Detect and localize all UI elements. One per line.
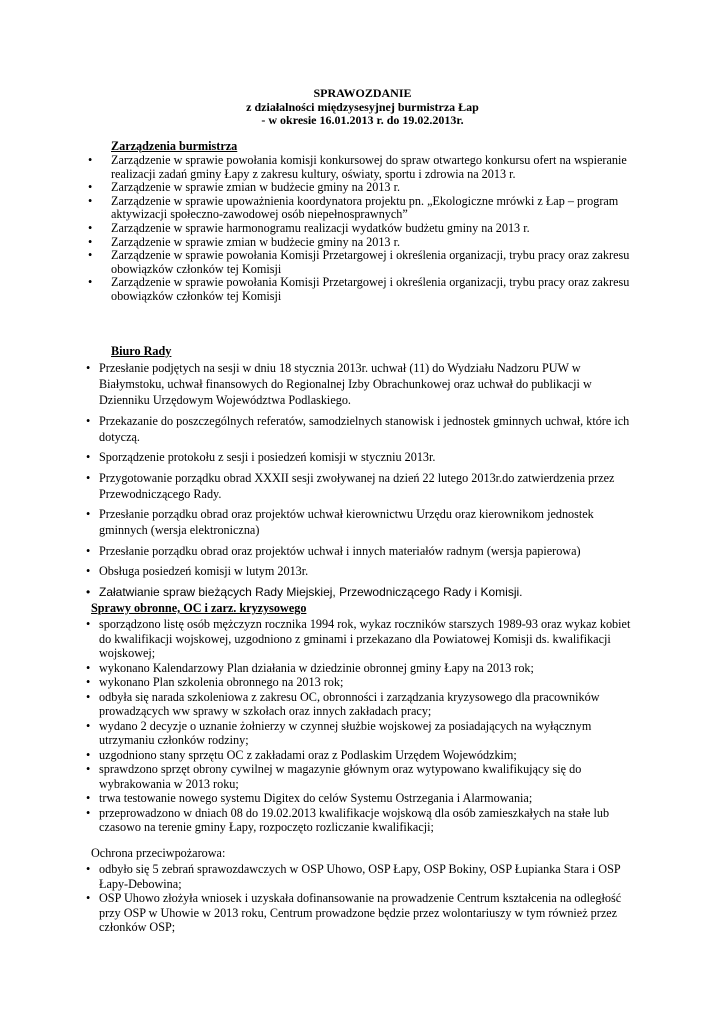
- list-item: • Sporządzenie protokołu z sesji i posiedzeń komisji w styczniu 2013r.: [86, 450, 436, 464]
- bullet-icon: •: [88, 153, 93, 167]
- list-item: • sprawdzono sprzęt obrony cywilnej w magazynie głównym oraz wytypowano kwalifikujący się do wybrakowania w 2013 roku;: [86, 762, 582, 791]
- section-title-ochrona-ppoz: Ochrona przeciwpożarowa:: [91, 846, 226, 860]
- document-period: - w okresie 16.01.2013 r. do 19.02.2013r.: [261, 113, 464, 127]
- list-item: • Przesłanie porządku obrad oraz projektów uchwał i innych materiałów radnym (wersja papierowa): [86, 543, 581, 558]
- section-list-biuro-rady: [86, 360, 644, 604]
- bullet-icon: •: [86, 507, 91, 521]
- bullet-icon: •: [86, 660, 91, 675]
- bullet-icon: •: [88, 275, 93, 290]
- section-title-biuro-rady: Biuro Rady: [111, 344, 172, 358]
- bullet-icon: •: [86, 891, 91, 905]
- list-item: • Przekazanie do poszczególnych referatów, samodzielnych stanowisk i jednostek gminnych uchwał, które ich dotyczą.: [86, 413, 630, 444]
- list-item: • Załatwianie spraw bieżących Rady Miejskiej, Przewodniczącego Rady i Komisji.: [86, 584, 523, 599]
- list-item: • sporządzono listę osób mężczyzn rocznika 1994 rok, wykaz roczników starszych 1989-93 oraz wykaz kobiet do kwalifikacji wojskowej, uzgodniono z gminami i przekazano dla Powiatowej Komisji ds. kwalifikacji wojskowej;: [86, 617, 631, 660]
- list-item: • Zarządzenie w sprawie powołania komisji konkursowej do spraw otwartego konkursu ofert na wspieranie realizacji zadań gminy Łapy z zakresu kultury, oświaty, sportu i zdrowia na 2013 r.: [88, 153, 627, 181]
- list-item: • uzgodniono stany sprzętu OC z zakładami oraz z Podlaskim Urzędem Wojewódzkim;: [86, 747, 517, 762]
- list-item: • Przesłanie podjętych na sesji w dniu 18 stycznia 2013r. uchwał (11) do Wydziału Nadzoru PUW w Białymstoku, uchwał finansowych do Regionalnej Izby Obrachunkowej oraz uchwał do publikacji w Dzienniku Urzędowym Województwa Podlaskiego.: [86, 361, 592, 407]
- bullet-icon: •: [86, 675, 91, 689]
- list-item: • odbyło się 5 zebrań sprawozdawczych w OSP Uhowo, OSP Łapy, OSP Bokiny, OSP Łupianka Stara i OSP Łapy-Debowina;: [86, 862, 621, 891]
- list-item: • Zarządzenie w sprawie powołania Komisji Przetargowej i określenia organizacji, trybu pracy oraz zakresu obowiązków członków tej Komisji: [88, 248, 630, 276]
- list-item: • wykonano Plan szkolenia obronnego na 2013 rok;: [86, 675, 344, 689]
- bullet-icon: •: [88, 248, 93, 263]
- document-title: SPRAWOZDANIE: [313, 86, 412, 100]
- bullet-icon: •: [86, 564, 91, 578]
- bullet-icon: •: [86, 718, 91, 733]
- bullet-icon: •: [88, 234, 93, 249]
- list-item: • Przesłanie porządku obrad oraz projektów uchwał kierownictwu Urzędu oraz kierownikom jednostek gminnych (wersja elektroniczna): [86, 507, 594, 537]
- list-item: • Zarządzenie w sprawie zmian w budżecie gminy na 2013 r.: [88, 234, 401, 249]
- document-header: [0, 87, 725, 128]
- list-item: • OSP Uhowo złożyła wniosek i uzyskała dofinansowanie na prowadzenie Centrum kształcenia na odległość przy OSP w Uhowie w 2013 roku, Centrum prowadzone będzie przez wolontariuszy w tym również przez członków OSP;: [86, 891, 622, 934]
- bullet-icon: •: [88, 193, 93, 208]
- list-item: • odbyła się narada szkoleniowa z zakresu OC, obronności i zarządzania kryzysowego dla pracowników prowadzących ww sprawy w szkołach oraz innych zakładach pracy;: [86, 689, 600, 718]
- list-item: • Obsługa posiedzeń komisji w lutym 2013r.: [86, 564, 309, 578]
- list-item: • Zarządzenie w sprawie zmian w budżecie gminy na 2013 r.: [88, 180, 401, 195]
- bullet-icon: •: [88, 220, 93, 235]
- bullet-icon: •: [86, 361, 91, 375]
- list-item: • Zarządzenie w sprawie powołania Komisji Przetargowej i określenia organizacji, trybu pracy oraz zakresu obowiązków członków tej Komisji: [88, 275, 630, 303]
- document-subtitle: z działalności międzysesyjnej burmistrza Łap: [246, 99, 479, 114]
- bullet-icon: •: [86, 617, 91, 631]
- bullet-icon: •: [86, 413, 91, 428]
- list-item: • wykonano Kalendarzowy Plan działania w dziedzinie obronnej gminy Łapy na 2013 rok;: [86, 660, 534, 675]
- list-item: • wydano 2 decyzje o uznanie żołnierzy w czynnej służbie wojskowej za posiadających na wyłącznym utrzymaniu członków rodziny;: [86, 718, 592, 747]
- list-item: • Przygotowanie porządku obrad XXXII sesji zwoływanej na dzień 22 lutego 2013r.do zatwierdzenia przez Przewodniczącego Rady.: [86, 470, 615, 501]
- section-title-zarzadzenia: Zarządzenia burmistrza: [111, 139, 238, 153]
- bullet-icon: •: [86, 862, 91, 876]
- list-item: • Zarządzenie w sprawie harmonogramu realizacji wydatków budżetu gminy na 2013 r.: [88, 220, 530, 235]
- bullet-icon: •: [88, 180, 93, 195]
- bullet-icon: •: [86, 747, 91, 762]
- section-list-sprawy-obronne: [86, 617, 644, 835]
- section-title-sprawy-obronne: Sprawy obronne, OC i zarz. kryzysowego: [91, 601, 307, 615]
- section-list-ochrona-ppoz: [86, 862, 644, 935]
- list-item: • przeprowadzono w dniach 08 do 19.02.2013 kwalifikacje wojskową dla osób zamieszkałych na stałe lub czasowo na terenie gminy Łapy, rozpoczęto rozliczanie kwalifikacji;: [86, 805, 610, 834]
- bullet-icon: •: [86, 805, 91, 820]
- bullet-icon: •: [86, 470, 91, 485]
- bullet-icon: •: [86, 543, 91, 558]
- bullet-icon: •: [86, 762, 91, 776]
- list-item: • Zarządzenie w sprawie upoważnienia koordynatora projektu pn. „Ekologiczne mrówki z Łap – program aktywizacji społeczno-zawodowej osób niepełnosprawnych”: [88, 193, 619, 222]
- bullet-icon: •: [86, 791, 91, 805]
- bullet-icon: •: [86, 450, 91, 464]
- section-list-zarzadzenia: [88, 153, 643, 304]
- bullet-icon: •: [86, 584, 91, 599]
- bullet-icon: •: [86, 689, 91, 704]
- list-item: • trwa testowanie nowego systemu Digitex do celów Systemu Ostrzegania i Alarmowania;: [86, 791, 533, 805]
